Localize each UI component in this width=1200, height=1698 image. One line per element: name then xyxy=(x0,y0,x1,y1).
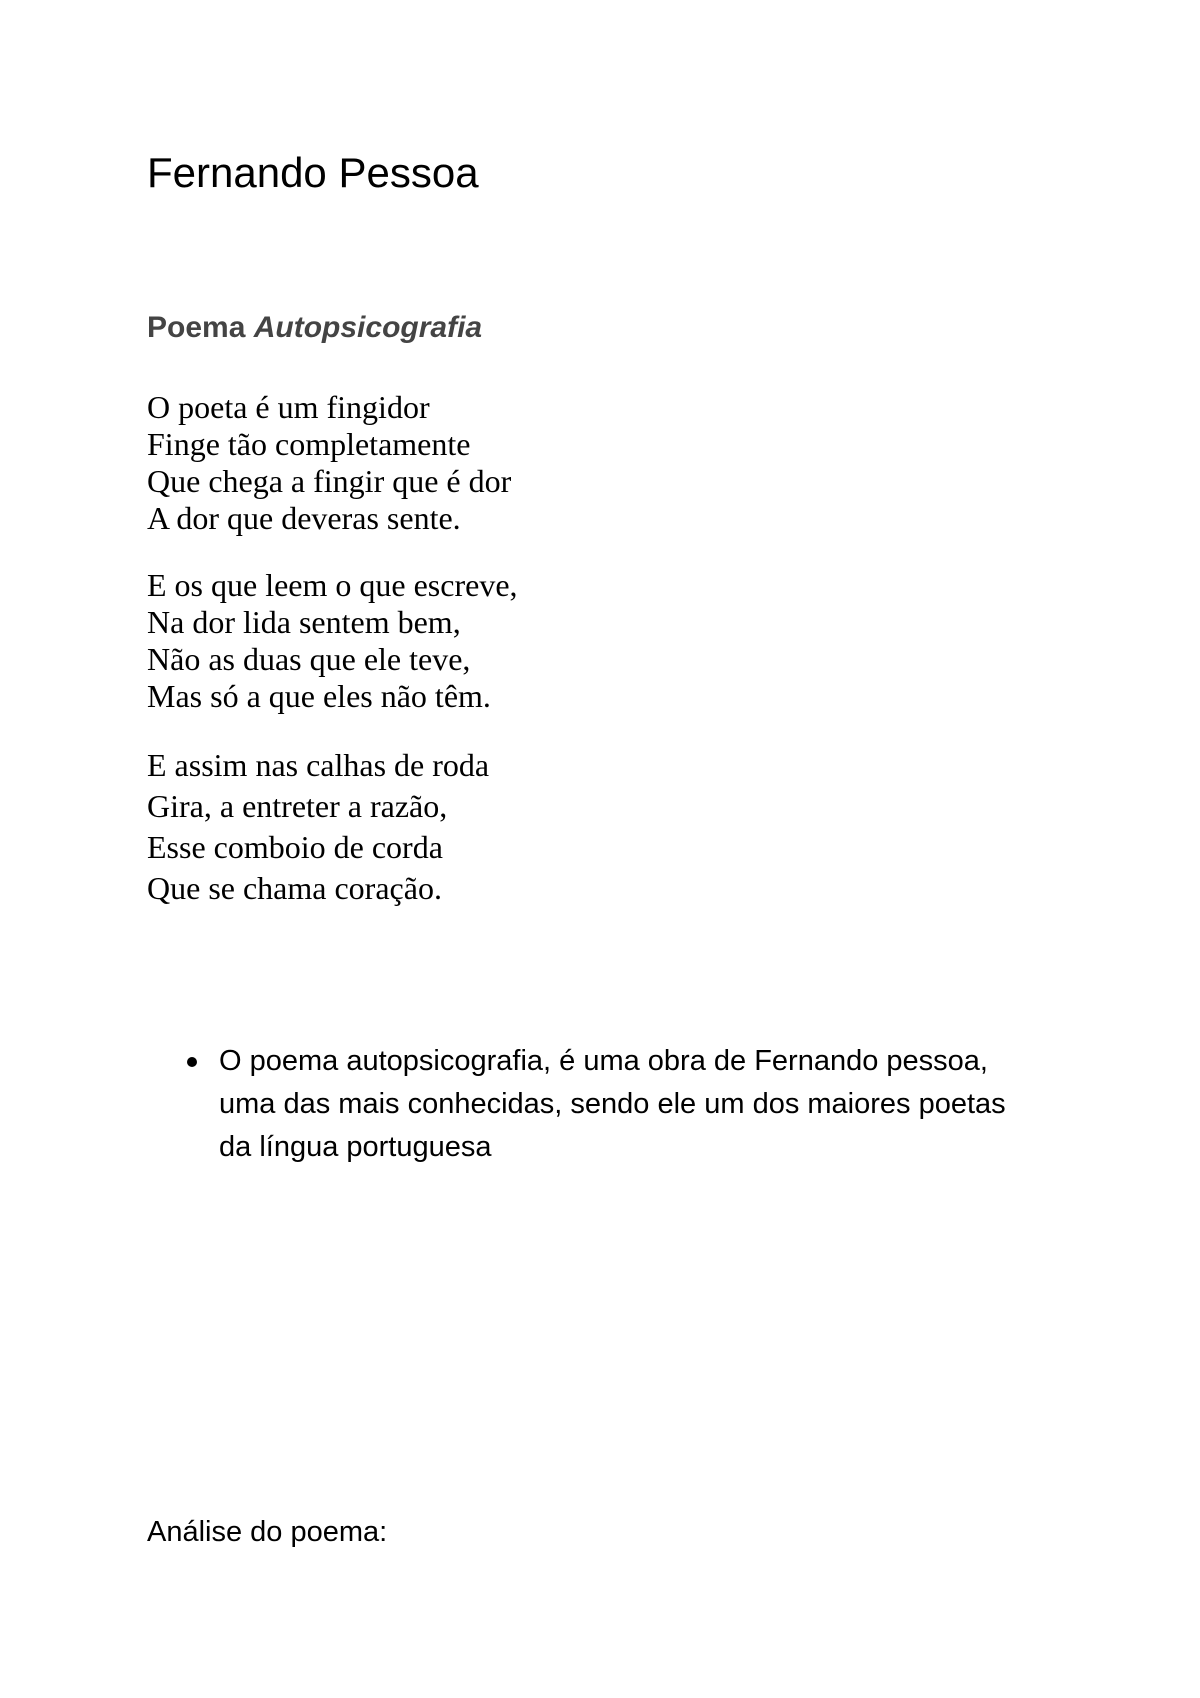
verse: E assim nas calhas de roda xyxy=(147,747,490,783)
stanza-1 xyxy=(147,389,511,537)
verse: Não as duas que ele teve, xyxy=(147,641,471,677)
poem-heading-prefix: Poema xyxy=(147,311,246,344)
verse: Que se chama coração. xyxy=(147,870,442,906)
poem-heading xyxy=(147,310,482,346)
verse: Gira, a entreter a razão, xyxy=(147,788,448,824)
poem-heading-name: Autopsicografia xyxy=(253,311,483,344)
author-title: Fernando Pessoa xyxy=(147,149,479,196)
stanza-2 xyxy=(147,567,518,715)
notes-list xyxy=(219,1040,1039,1169)
list-item xyxy=(219,1040,1039,1169)
stanza-3 xyxy=(147,745,489,909)
analysis-label: Análise do poema: xyxy=(147,1516,388,1548)
verse: Mas só a que eles não têm. xyxy=(147,678,491,714)
note-text: O poema autopsicografia, é uma obra de Fernando pessoa, uma das mais conhecidas, sendo ele um dos maiores poetas da língua portuguesa xyxy=(219,1045,1006,1163)
verse: Esse comboio de corda xyxy=(147,829,443,865)
verse: O poeta é um fingidor xyxy=(147,389,430,425)
verse: A dor que deveras sente. xyxy=(147,500,461,536)
verse: Finge tão completamente xyxy=(147,426,471,462)
verse: Que chega a fingir que é dor xyxy=(147,463,512,499)
bullet-icon xyxy=(187,1057,197,1067)
verse: E os que leem o que escreve, xyxy=(147,567,518,603)
verse: Na dor lida sentem bem, xyxy=(147,604,461,640)
